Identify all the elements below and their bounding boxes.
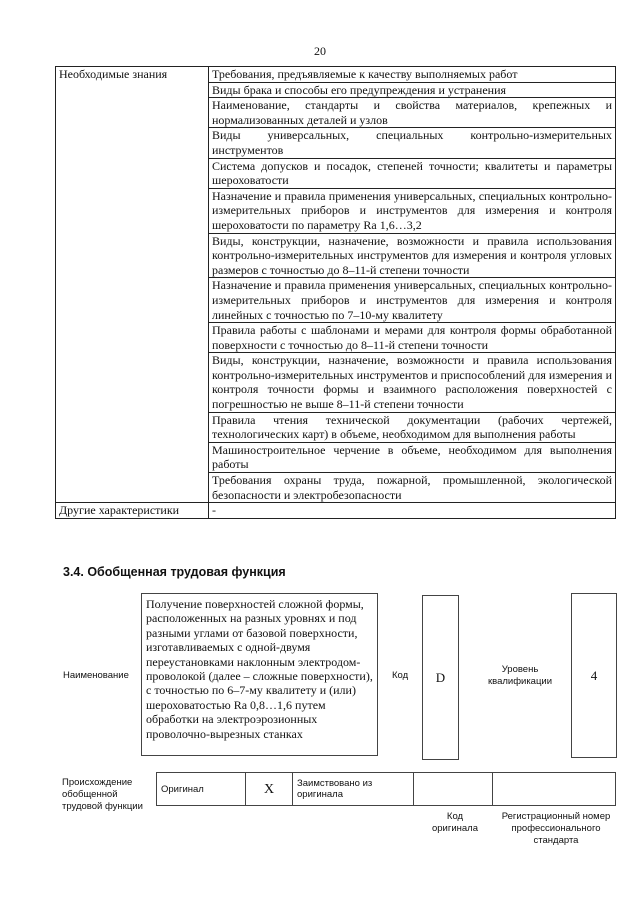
function-name-box (141, 593, 378, 756)
requirement-item: Правила чтения технической документации (рабочих чертежей, технологических карт) в объеме, необходимом для выполнения работы (209, 412, 616, 442)
borrowed-label-cell (293, 773, 414, 806)
level-label: Уровень квалификации (487, 664, 553, 687)
name-label: Наименование (63, 670, 129, 681)
origin-label: Происхождение обобщенной трудовой функции (62, 777, 143, 812)
code-original-cell (414, 773, 493, 806)
level-box (571, 593, 617, 758)
requirement-item: Правила работы с шаблонами и мерами для контроля формы обработанной поверхности с точностью до 8–11-й степени точности (209, 323, 616, 353)
level-value: 4 (590, 667, 598, 683)
requirement-item: Требования, предъявляемые к качеству выполняемых работ (209, 67, 616, 83)
requirement-item: Назначение и правила применения универсальных, специальных контрольно-измерительных приборов и инструментов для измерения и контроля шероховатости по параметру Ra 1,6…3,2 (209, 188, 616, 233)
requirement-item: Система допусков и посадок, степеней точности; квалитеты и параметры шероховатости (209, 158, 616, 188)
code-value: D (435, 669, 446, 685)
function-name-text: Получение поверхностей сложной формы, расположенных на разных уровнях и под разными углами от базовой поверхности, изготавливаемых с одной-двумя переустановками наклонным электродом-проволокой (далее – сложные поверхности), с точностью по 6–7-му квалитету и (или) шероховатостью Ra 0,8…1,6 путем обработки на электроэрозионных проволочно-вырезных станках (146, 597, 373, 741)
requirement-item: Требования охраны труда, пожарной, промышленной, экологической безопасности и электробезопасности (209, 473, 616, 503)
reg-number-caption: Регистрационный номер профессионального стандарта (501, 811, 611, 846)
requirement-item: - (209, 503, 616, 519)
original-mark-cell (246, 773, 293, 806)
original-label-cell (157, 773, 246, 806)
requirement-item: Назначение и правила применения универсальных, специальных контрольно-измерительных приборов и инструментов для измерения и контроля линейных с точностью по 7–10-му квалитету (209, 278, 616, 323)
requirement-item: Виды, конструкции, назначение, возможности и правила использования контрольно-измерительных инструментов для измерения и контроля угловых размеров с точностью до 8–11-й степени точности (209, 233, 616, 278)
code-box (422, 595, 459, 760)
borrowed-label: Заимствовано из оригинала (297, 778, 373, 800)
original-mark: X (263, 781, 275, 797)
section-title: 3.4. Обобщенная трудовая функция (63, 565, 286, 579)
page-number: 20 (314, 44, 326, 58)
category-label: Необходимые знания (56, 67, 209, 503)
table-row (56, 67, 616, 83)
code-original-caption: Код оригинала (431, 811, 478, 834)
requirement-item: Виды брака и способы его предупреждения и устранения (209, 82, 616, 98)
origin-table (156, 772, 616, 806)
table-row (56, 503, 616, 519)
requirement-item: Виды, конструкции, назначение, возможности и правила использования контрольно-измерительных инструментов и приспособлений для измерения и контроля точности формы и взаимного расположения поверхностей с погрешностью не выше 8–11-й степени точности (209, 353, 616, 412)
code-label: Код (392, 670, 409, 681)
category-label: Другие характеристики (56, 503, 209, 519)
original-label: Оригинал (161, 783, 204, 795)
reg-number-cell (493, 773, 616, 806)
requirement-item: Виды универсальных, специальных контрольно-измерительных инструментов (209, 128, 616, 158)
knowledge-table (55, 66, 616, 519)
requirement-item: Машиностроительное черчение в объеме, необходимом для выполнения работы (209, 442, 616, 472)
requirement-item: Наименование, стандарты и свойства материалов, крепежных и нормализованных деталей и узлов (209, 98, 616, 128)
